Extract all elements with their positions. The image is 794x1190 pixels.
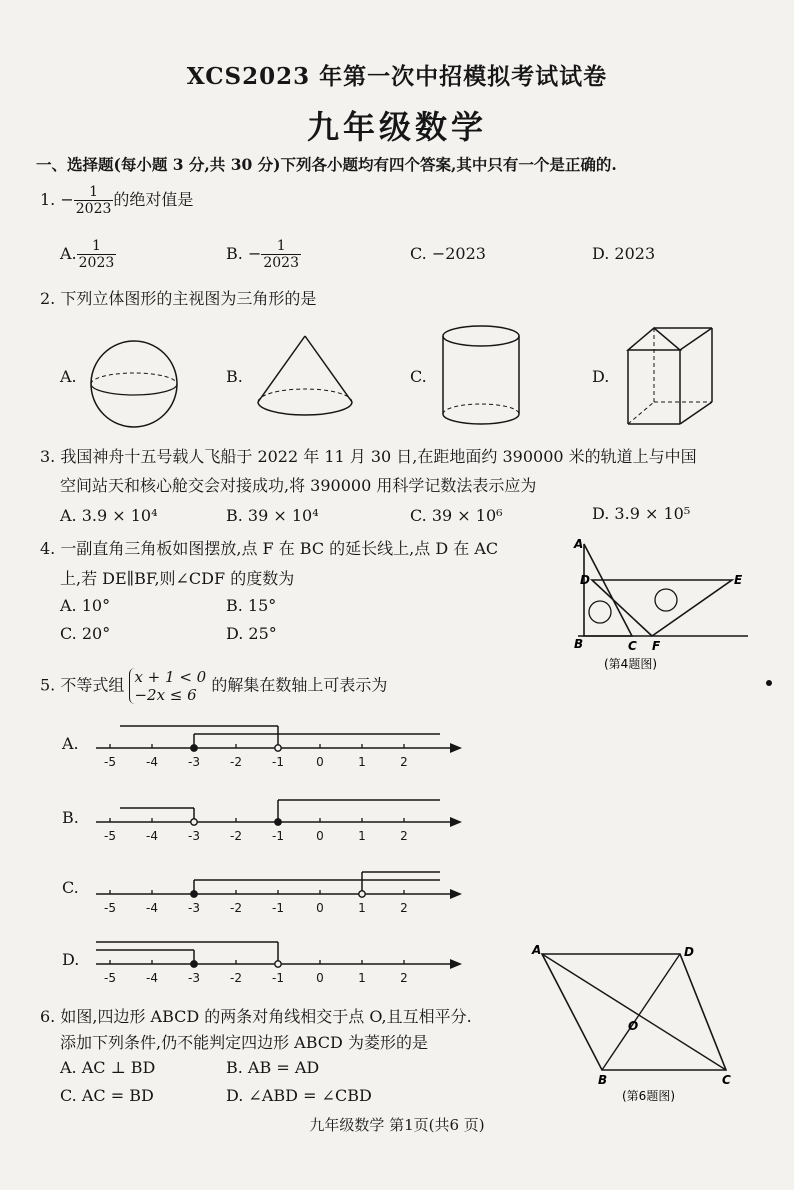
question-1-sign: − bbox=[60, 190, 74, 209]
closed-endpoint bbox=[191, 891, 197, 897]
point-c-label: C bbox=[628, 639, 637, 653]
question-6-stem-line2: 添加下列条件,仍不能判定四边形 ABCD 为菱形的是 bbox=[60, 1033, 428, 1052]
figure-6-caption: (第6题图) bbox=[622, 1089, 675, 1103]
scan-dot bbox=[766, 680, 772, 686]
tick-label: -3 bbox=[188, 755, 200, 769]
tick-label: -1 bbox=[272, 901, 284, 915]
question-2-option-d: D. bbox=[592, 367, 610, 386]
fraction-denominator: 2023 bbox=[78, 255, 115, 271]
number-line-a bbox=[90, 712, 470, 772]
closed-endpoint bbox=[275, 819, 281, 825]
question-4-stem-line2: 上,若 DE∥BF,则∠CDF 的度数为 bbox=[60, 569, 295, 588]
fraction-denominator: 2023 bbox=[75, 201, 112, 217]
question-4-option-d: D. 25° bbox=[226, 624, 277, 643]
point-d-label: D bbox=[684, 945, 694, 959]
option-label: A. bbox=[60, 244, 77, 263]
question-5-option-d: D. bbox=[62, 950, 80, 969]
question-3-option-b: B. 39 × 10⁴ bbox=[226, 506, 319, 525]
tick-label: -3 bbox=[188, 829, 200, 843]
question-1-option-a bbox=[60, 238, 116, 271]
tick-label: -4 bbox=[146, 901, 158, 915]
tick-label: -3 bbox=[188, 971, 200, 985]
tick-label: 0 bbox=[316, 971, 324, 985]
tick-label: -2 bbox=[230, 829, 242, 843]
tick-label: -2 bbox=[230, 755, 242, 769]
point-c-label: C bbox=[722, 1073, 731, 1087]
tick-label: -4 bbox=[146, 971, 158, 985]
question-5-option-b: B. bbox=[62, 808, 79, 827]
question-3-option-a: A. 3.9 × 10⁴ bbox=[60, 506, 158, 525]
question-6-option-c: C. AC = BD bbox=[60, 1086, 154, 1105]
open-endpoint bbox=[275, 745, 281, 751]
sphere-figure bbox=[86, 336, 182, 432]
axis-arrow bbox=[450, 817, 462, 827]
question-2-option-c: C. bbox=[410, 367, 427, 386]
question-1-stem bbox=[40, 184, 193, 217]
number-line-b bbox=[90, 786, 470, 846]
tick-label: 2 bbox=[400, 829, 408, 843]
question-6-stem-line1: 6. 如图,四边形 ABCD 的两条对角线相交于点 O,且互相平分. bbox=[40, 1007, 472, 1026]
tick-label: 1 bbox=[358, 901, 366, 915]
point-b-label: B bbox=[598, 1073, 608, 1087]
tick-label: 1 bbox=[358, 755, 366, 769]
fraction-numerator: 1 bbox=[261, 238, 301, 255]
option-a-fraction bbox=[77, 238, 117, 271]
question-1-text: 的绝对值是 bbox=[113, 190, 194, 209]
question-1-option-c: C. −2023 bbox=[410, 244, 486, 263]
tick-label: -4 bbox=[146, 755, 158, 769]
tick-label: -2 bbox=[230, 971, 242, 985]
option-b-sign: − bbox=[247, 244, 262, 263]
tick-label: 2 bbox=[400, 901, 408, 915]
inequality-1: x + 1 < 0 bbox=[134, 668, 207, 686]
tick-label: -5 bbox=[104, 829, 116, 843]
tick-label: -3 bbox=[188, 901, 200, 915]
question-3-stem-line2: 空间站天和核心舱交会对接成功,将 390000 用科学记数法表示应为 bbox=[60, 476, 537, 495]
exam-subject-title: 九年级数学 bbox=[306, 108, 487, 146]
tick-label: -1 bbox=[272, 971, 284, 985]
tick-label: -1 bbox=[272, 755, 284, 769]
figure-4-caption: (第4题图) bbox=[604, 657, 657, 670]
question-3-option-d: D. 3.9 × 10⁵ bbox=[592, 504, 691, 523]
question-1-option-b bbox=[226, 238, 301, 271]
question-4-option-a: A. 10° bbox=[60, 596, 111, 615]
point-d-label: D bbox=[580, 573, 590, 587]
tick-label: -5 bbox=[104, 755, 116, 769]
point-a-label: A bbox=[574, 537, 584, 551]
question-4-option-c: C. 20° bbox=[60, 624, 111, 643]
open-endpoint bbox=[191, 819, 197, 825]
cone-figure bbox=[250, 330, 360, 422]
triangle-set-figure bbox=[570, 532, 760, 670]
point-a-label: A bbox=[532, 943, 542, 957]
axis-arrow bbox=[450, 889, 462, 899]
tick-label: 2 bbox=[400, 755, 408, 769]
tick-label: 0 bbox=[316, 829, 324, 843]
fraction-numerator: 1 bbox=[77, 238, 117, 255]
tick-label: 0 bbox=[316, 755, 324, 769]
tick-label: -4 bbox=[146, 829, 158, 843]
triangular-prism-figure bbox=[618, 320, 724, 432]
question-5-text-after: 的解集在数轴上可表示为 bbox=[211, 675, 388, 695]
question-5-text-before: 5. 不等式组 bbox=[40, 675, 125, 695]
open-endpoint bbox=[275, 961, 281, 967]
inequality-system bbox=[129, 668, 206, 704]
point-b-label: B bbox=[574, 637, 584, 651]
option-label: B. bbox=[226, 244, 243, 263]
question-5-option-c: C. bbox=[62, 878, 79, 897]
number-line-d bbox=[90, 928, 470, 988]
rhombus-figure bbox=[528, 940, 748, 1108]
question-6-option-d: D. ∠ABD = ∠CBD bbox=[226, 1086, 372, 1105]
tick-label: 2 bbox=[400, 971, 408, 985]
number-line-c bbox=[90, 858, 470, 918]
fraction-numerator: 1 bbox=[74, 184, 114, 201]
question-6-option-a: A. AC ⊥ BD bbox=[60, 1058, 156, 1077]
tick-label: 1 bbox=[358, 829, 366, 843]
tick-label: -5 bbox=[104, 901, 116, 915]
question-4-option-b: B. 15° bbox=[226, 596, 277, 615]
question-1-option-d: D. 2023 bbox=[592, 244, 656, 263]
question-3-stem-line1: 3. 我国神舟十五号载人飞船于 2022 年 11 月 30 日,在距地面约 390000 米的轨道上与中国 bbox=[40, 447, 697, 466]
question-5-stem bbox=[40, 668, 387, 704]
question-1-fraction bbox=[74, 184, 114, 217]
point-e-label: E bbox=[734, 573, 743, 587]
question-6-option-b: B. AB = AD bbox=[226, 1058, 320, 1077]
axis-arrow bbox=[450, 959, 462, 969]
open-endpoint bbox=[359, 891, 365, 897]
point-o-label: O bbox=[628, 1019, 639, 1033]
question-2-option-a: A. bbox=[60, 367, 77, 386]
point-f-label: F bbox=[652, 639, 661, 653]
axis-arrow bbox=[450, 743, 462, 753]
question-2-stem: 2. 下列立体图形的主视图为三角形的是 bbox=[40, 289, 317, 308]
section-heading: 一、选择题(每小题 3 分,共 30 分)下列各小题均有四个答案,其中只有一个是正确的. bbox=[36, 155, 617, 174]
closed-endpoint bbox=[191, 745, 197, 751]
exam-title: XCS2023 年第一次中招模拟考试试卷 bbox=[186, 63, 608, 90]
closed-endpoint bbox=[191, 961, 197, 967]
tick-label: -2 bbox=[230, 901, 242, 915]
tick-label: -5 bbox=[104, 971, 116, 985]
cylinder-figure bbox=[436, 322, 526, 430]
question-5-option-a: A. bbox=[62, 734, 79, 753]
question-4-stem-line1: 4. 一副直角三角板如图摆放,点 F 在 BC 的延长线上,点 D 在 AC bbox=[40, 539, 499, 558]
tick-label: -1 bbox=[272, 829, 284, 843]
question-3-option-c: C. 39 × 10⁶ bbox=[410, 506, 503, 525]
fraction-denominator: 2023 bbox=[263, 255, 299, 271]
option-b-fraction bbox=[261, 238, 301, 271]
tick-label: 1 bbox=[358, 971, 366, 985]
inequality-2: −2x ≤ 6 bbox=[134, 686, 197, 704]
question-1-number: 1. bbox=[40, 190, 56, 209]
question-2-option-b: B. bbox=[226, 367, 243, 386]
page-footer: 九年级数学 第1页(共6 页) bbox=[309, 1116, 485, 1134]
tick-label: 0 bbox=[316, 901, 324, 915]
